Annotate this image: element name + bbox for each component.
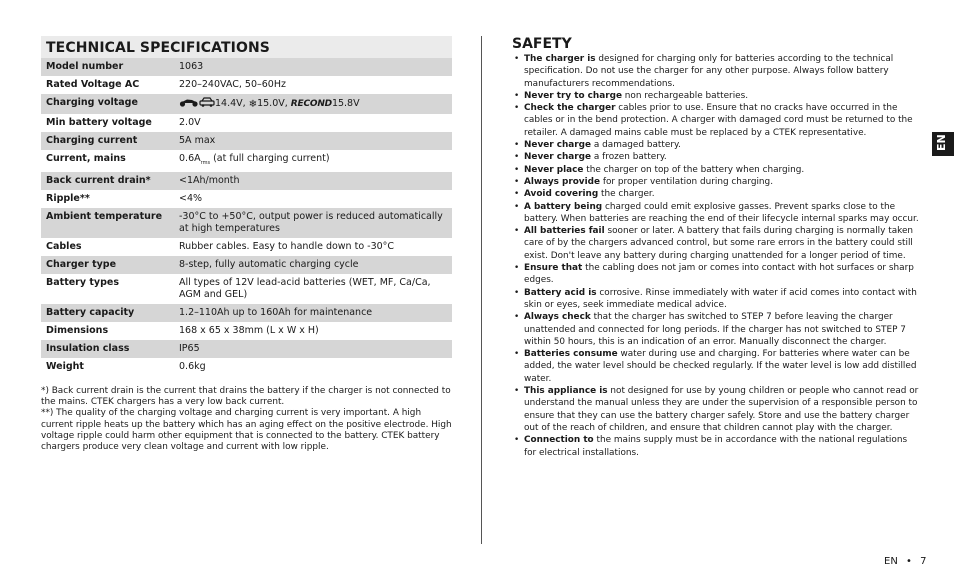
safety-item-text: a damaged battery. xyxy=(591,140,681,151)
safety-item-text: corrosive. Rinse immediately with water if acid comes into contact with skin or eyes, seek immediate medical advice. xyxy=(524,287,917,310)
voltage-normal: 14.4V, xyxy=(215,98,246,109)
spec-row xyxy=(41,256,452,274)
spec-value: 2.0V xyxy=(174,114,452,132)
safety-item xyxy=(512,102,922,139)
spec-row xyxy=(41,238,452,256)
spec-label: Charger type xyxy=(41,256,174,274)
spec-label: Cables xyxy=(41,238,174,256)
spec-value xyxy=(174,94,452,114)
spec-value: Rubber cables. Easy to handle down to -30°C xyxy=(174,238,452,256)
safety-item-text: for proper ventilation during charging. xyxy=(600,176,774,187)
safety-item-text: sooner or later. A battery that fails during charging is normally taken care of by the chargers advanced control, but some rare errors in the battery could still exist. Don't leave any battery during charging unattended for a longer period of time. xyxy=(524,226,914,261)
snowflake-icon: ❄ xyxy=(248,99,258,110)
specs-notes xyxy=(41,386,452,453)
note-ripple: **) The quality of the charging voltage and charging current is very important. A high current ripple heats up the battery which has an aging effect on the positive electrode. High voltage ripple could harm other equipment that is connected to the battery. CTEK battery chargers produce very clean voltage and current with low ripple. xyxy=(41,408,452,452)
safety-item-lead: The charger is xyxy=(524,54,596,64)
language-tab-label: EN xyxy=(935,134,948,151)
spec-row xyxy=(41,208,452,238)
safety-item xyxy=(512,311,922,348)
spec-label: Current, mains xyxy=(41,150,174,172)
language-tab xyxy=(932,132,954,156)
spec-label: Ambient temperature xyxy=(41,208,174,238)
current-sub: rms xyxy=(200,159,211,166)
safety-item-lead: Batteries consume xyxy=(524,349,618,360)
spec-value: 5A max xyxy=(174,132,452,150)
footer-separator: • xyxy=(906,556,912,567)
safety-item-lead: Always provide xyxy=(524,176,601,187)
note-back-current: *) Back current drain is the current that drains the battery if the charger is not connected to the mains. CTEK chargers has a very low back current. xyxy=(41,385,451,408)
spec-label: Battery types xyxy=(41,274,174,304)
spec-value: 220–240VAC, 50–60Hz xyxy=(174,76,452,94)
safety-item-lead: Avoid covering xyxy=(524,189,599,200)
voltage-recond: 15.8V xyxy=(331,98,360,109)
safety-item-lead: Never try to charge xyxy=(524,90,622,101)
safety-item xyxy=(512,151,922,163)
safety-item-text: that the charger has switched to STEP 7 before leaving the charger unattended and connected for long periods. If the charger has not switched to STEP 7 within 50 hours, this is an indication of an error. Manually disconnect the charger. xyxy=(524,312,906,347)
safety-item-text: charged could emit explosive gasses. Prevent sparks close to the battery. When batteries are reaching the end of their lifecycle internal sparks may occur. xyxy=(524,201,919,224)
safety-item-lead: Connection to xyxy=(524,435,594,446)
spec-value: All types of 12V lead-acid batteries (WET, MF, Ca/Ca, AGM and GEL) xyxy=(174,274,452,304)
safety-item-lead: Never place xyxy=(524,164,584,175)
safety-item xyxy=(512,262,922,287)
safety-item-lead: Always check xyxy=(524,312,591,323)
spec-value: 168 x 65 x 38mm (L x W x H) xyxy=(174,322,452,340)
spec-label: Weight xyxy=(41,358,174,376)
safety-item xyxy=(512,287,922,312)
column-divider xyxy=(481,36,482,544)
spec-value xyxy=(174,150,452,172)
spec-row xyxy=(41,150,452,172)
safety-item-text: designed for charging only for batteries according to the technical specification. Do not use the charger for any other purpose. Always follow battery manufacturers recommendations. xyxy=(524,54,894,89)
car-icon xyxy=(199,97,215,107)
safety-item xyxy=(512,176,922,188)
safety-item-text: the mains supply must be in accordance with the national regulations for electrical installations. xyxy=(524,435,908,458)
spec-row xyxy=(41,94,452,114)
spec-row xyxy=(41,76,452,94)
specs-title: TECHNICAL SPECIFICATIONS xyxy=(41,36,452,58)
spec-row xyxy=(41,322,452,340)
spec-value: <4% xyxy=(174,190,452,208)
safety-section xyxy=(512,36,922,459)
motorcycle-icon xyxy=(179,98,199,107)
spec-label: Charging voltage xyxy=(41,94,174,114)
spec-label: Back current drain* xyxy=(41,172,174,190)
safety-item-lead: Never charge xyxy=(524,152,592,163)
safety-item-text: water during use and charging. For batteries where water can be added, the water level should be checked regularly. If the water level is low add distilled water. xyxy=(524,349,917,384)
safety-item-text: the cabling does not jam or comes into contact with hot surfaces or sharp edges. xyxy=(524,263,914,286)
safety-title: SAFETY xyxy=(512,36,572,52)
current-note: (at full charging current) xyxy=(210,153,330,164)
page-number: 7 xyxy=(920,556,927,567)
voltage-cold: 15.0V, xyxy=(257,98,288,109)
spec-label: Min battery voltage xyxy=(41,114,174,132)
spec-row xyxy=(41,358,452,376)
safety-item-text: a frozen battery. xyxy=(591,152,667,163)
safety-item xyxy=(512,385,922,434)
spec-value: 1063 xyxy=(174,58,452,76)
spec-value: -30°C to +50°C, output power is reduced automatically at high temperatures xyxy=(174,208,452,238)
safety-item-lead: Check the charger xyxy=(524,103,616,114)
spec-row xyxy=(41,304,452,322)
spec-value: <1Ah/month xyxy=(174,172,452,190)
specs-table xyxy=(41,58,452,376)
safety-item-text: cables prior to use. Ensure that no cracks have occurred in the cables or in the bend protection. A charger with damaged cord must be returned to the retailer. A damaged mains cable must be replaced by a CTEK representative. xyxy=(524,103,913,138)
spec-label: Battery capacity xyxy=(41,304,174,322)
safety-list xyxy=(512,53,922,459)
safety-item xyxy=(512,201,922,226)
safety-item xyxy=(512,225,922,262)
safety-item-lead: A battery being xyxy=(524,201,603,212)
spec-row xyxy=(41,58,452,76)
safety-item xyxy=(512,434,922,459)
spec-label: Rated Voltage AC xyxy=(41,76,174,94)
safety-item xyxy=(512,53,922,90)
safety-item-lead: Battery acid is xyxy=(524,287,597,298)
safety-item xyxy=(512,348,922,385)
safety-item xyxy=(512,188,922,200)
recond-label: RECOND xyxy=(290,99,332,109)
spec-value: 8-step, fully automatic charging cycle xyxy=(174,256,452,274)
spec-value: 1.2–110Ah up to 160Ah for maintenance xyxy=(174,304,452,322)
safety-item xyxy=(512,164,922,176)
spec-row xyxy=(41,172,452,190)
safety-item-lead: Ensure that xyxy=(524,263,583,274)
spec-label: Ripple** xyxy=(41,190,174,208)
spec-row xyxy=(41,114,452,132)
safety-item-text: non rechargeable batteries. xyxy=(621,90,749,101)
safety-item xyxy=(512,139,922,151)
spec-row xyxy=(41,274,452,304)
spec-value: 0.6kg xyxy=(174,358,452,376)
spec-row xyxy=(41,190,452,208)
safety-item-text: the charger on top of the battery when charging. xyxy=(583,164,805,175)
spec-label: Charging current xyxy=(41,132,174,150)
spec-label: Dimensions xyxy=(41,322,174,340)
spec-label: Insulation class xyxy=(41,340,174,358)
safety-item-lead: All batteries fail xyxy=(524,226,605,237)
footer-lang: EN xyxy=(884,556,898,567)
spec-value: IP65 xyxy=(174,340,452,358)
safety-item-lead: Never charge xyxy=(524,140,592,151)
spec-row xyxy=(41,340,452,358)
safety-item-text: the charger. xyxy=(598,189,655,200)
safety-item-text: not designed for use by young children or people who cannot read or understand the manual unless they are under the supervision of a responsible person to ensure that they can use the battery charger safely. Store and use the battery charger out of the reach of children, and ensure that children cannot play with the charger. xyxy=(524,386,919,433)
page-footer xyxy=(884,556,926,567)
spec-label: Model number xyxy=(41,58,174,76)
spec-row xyxy=(41,132,452,150)
current-value: 0.6A xyxy=(179,153,201,164)
safety-item-lead: This appliance is xyxy=(524,386,608,397)
technical-specifications-section xyxy=(41,36,452,453)
safety-item xyxy=(512,90,922,102)
